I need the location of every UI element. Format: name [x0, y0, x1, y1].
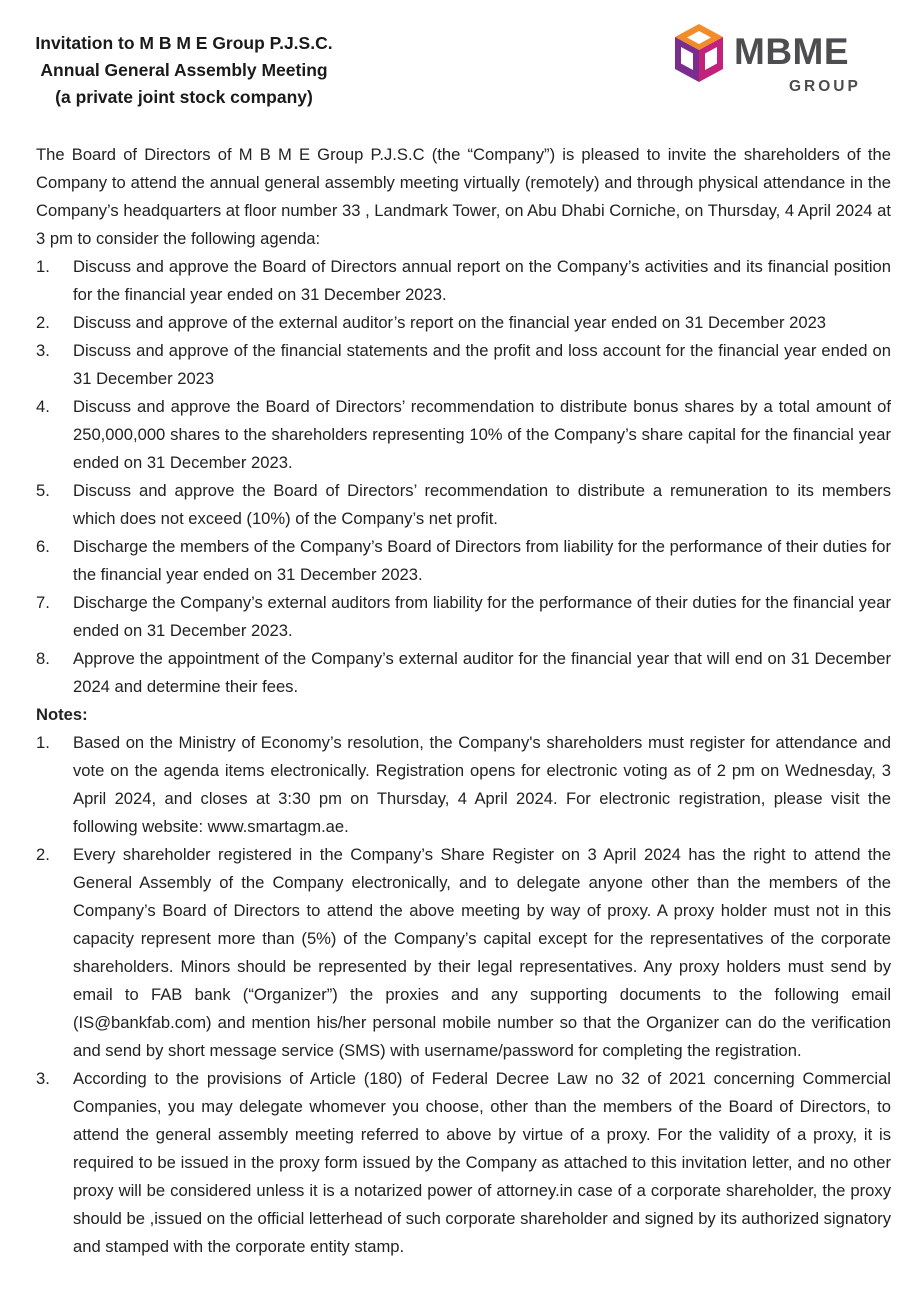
- cube-logo-icon: [671, 22, 727, 84]
- agenda-list: [36, 253, 891, 701]
- logo-subtitle: GROUP: [789, 78, 861, 95]
- title-line-1: Invitation to M B M E Group P.J.S.C.: [35, 33, 333, 53]
- agenda-item-text: Discuss and approve of the external auditor’s report on the financial year ended on 31 December 2023: [73, 313, 827, 332]
- notes-heading: Notes:: [36, 705, 88, 724]
- agenda-item: [36, 309, 891, 337]
- company-logo: [671, 20, 871, 100]
- agenda-item-number: 8.: [36, 649, 50, 668]
- agenda-item-number: 6.: [36, 537, 50, 556]
- agenda-item-number: 4.: [36, 397, 50, 416]
- note-item: [36, 729, 891, 841]
- notes-list: [36, 729, 891, 1261]
- agenda-item-number: 3.: [36, 341, 50, 360]
- intro-paragraph: The Board of Directors of M B M E Group P.J.S.C (the “Company”) is pleased to invite the shareholders of the Company to attend the annual general assembly meeting virtually (remotely) and through physical attendance in the Company’s headquarters at floor number 33 , Landmark Tower, on Abu Dhabi Corniche, on Thursday, 4 April 2024 at 3 pm to consider the following agenda:: [36, 145, 891, 248]
- agenda-item: [36, 393, 891, 477]
- agenda-item: [36, 645, 891, 701]
- note-item-text: According to the provisions of Article (180) of Federal Decree Law no 32 of 2021 concerning Commercial Companies, you may delegate whomever you choose, other than the members of the Board of Directors, to attend the general assembly meeting referred to above by virtue of a proxy. For the validity of a proxy, it is required to be issued in the proxy form issued by the Company as attached to this invitation letter, and no other proxy will be considered unless it is a notarized power of attorney.in case of a corporate shareholder, the proxy should be ,issued on the official letterhead of such corporate shareholder and signed by its authorized signatory and stamped with the corporate entity stamp.: [73, 1069, 891, 1256]
- title-line-3: (a private joint stock company): [55, 87, 313, 107]
- agenda-item: [36, 477, 891, 533]
- agenda-item-text: Discuss and approve the Board of Directors’ recommendation to distribute bonus shares by a total amount of 250,000,000 shares to the shareholders representing 10% of the Company’s share capital for the financial year ended on 31 December 2023.: [73, 397, 891, 472]
- note-item: [36, 1065, 891, 1261]
- agenda-item: [36, 337, 891, 393]
- agenda-item: [36, 533, 891, 589]
- agenda-item-text: Discuss and approve of the financial statements and the profit and loss account for the financial year ended on 31 December 2023: [73, 341, 891, 388]
- agenda-item-number: 2.: [36, 313, 50, 332]
- agenda-item-text: Discuss and approve the Board of Directors annual report on the Company’s activities and its financial position for the financial year ended on 31 December 2023.: [73, 257, 891, 304]
- agenda-item: [36, 253, 891, 309]
- agenda-item-number: 1.: [36, 257, 50, 276]
- title-line-2: Annual General Assembly Meeting: [40, 60, 328, 80]
- document-body: [36, 141, 891, 1261]
- agenda-item-text: Discuss and approve the Board of Directors’ recommendation to distribute a remuneration to its members which does not exceed (10%) of the Company’s net profit.: [73, 481, 891, 528]
- note-item-number: 1.: [36, 733, 50, 752]
- document-title: [14, 30, 354, 111]
- agenda-item-text: Discharge the Company’s external auditors from liability for the performance of their duties for the financial year ended on 31 December 2023.: [73, 593, 891, 640]
- note-item-number: 2.: [36, 845, 50, 864]
- note-item-text: Based on the Ministry of Economy’s resolution, the Company's shareholders must register for attendance and vote on the agenda items electronically. Registration opens for electronic voting as of 2 pm on Wednesday, 3 April 2024, and closes at 3:30 pm on Thursday, 4 April 2024. For electronic registration, please visit the following website: www.smartagm.ae.: [73, 733, 891, 836]
- logo-wordmark: MBME: [734, 31, 850, 72]
- agenda-item-number: 5.: [36, 481, 50, 500]
- agenda-item-number: 7.: [36, 593, 50, 612]
- note-item: [36, 841, 891, 1065]
- note-item-number: 3.: [36, 1069, 50, 1088]
- agenda-item-text: Approve the appointment of the Company’s external auditor for the financial year that will end on 31 December 2024 and determine their fees.: [73, 649, 891, 696]
- agenda-item: [36, 589, 891, 645]
- agenda-item-text: Discharge the members of the Company’s Board of Directors from liability for the performance of their duties for the financial year ended on 31 December 2023.: [73, 537, 891, 584]
- note-item-text: Every shareholder registered in the Company’s Share Register on 3 April 2024 has the right to attend the General Assembly of the Company electronically, and to delegate anyone other than the members of the Company’s Board of Directors to attend the above meeting by way of proxy. A proxy holder must not in this capacity represent more than (5%) of the Company’s capital except for the representatives of the corporate shareholders. Minors should be represented by their legal representatives. Any proxy holders must send by email to FAB bank (“Organizer”) the proxies and any supporting documents to the following email (IS@bankfab.com) and mention his/her personal mobile number so that the Organizer can do the verification and send by short message service (SMS) with username/password for completing the registration.: [73, 845, 891, 1060]
